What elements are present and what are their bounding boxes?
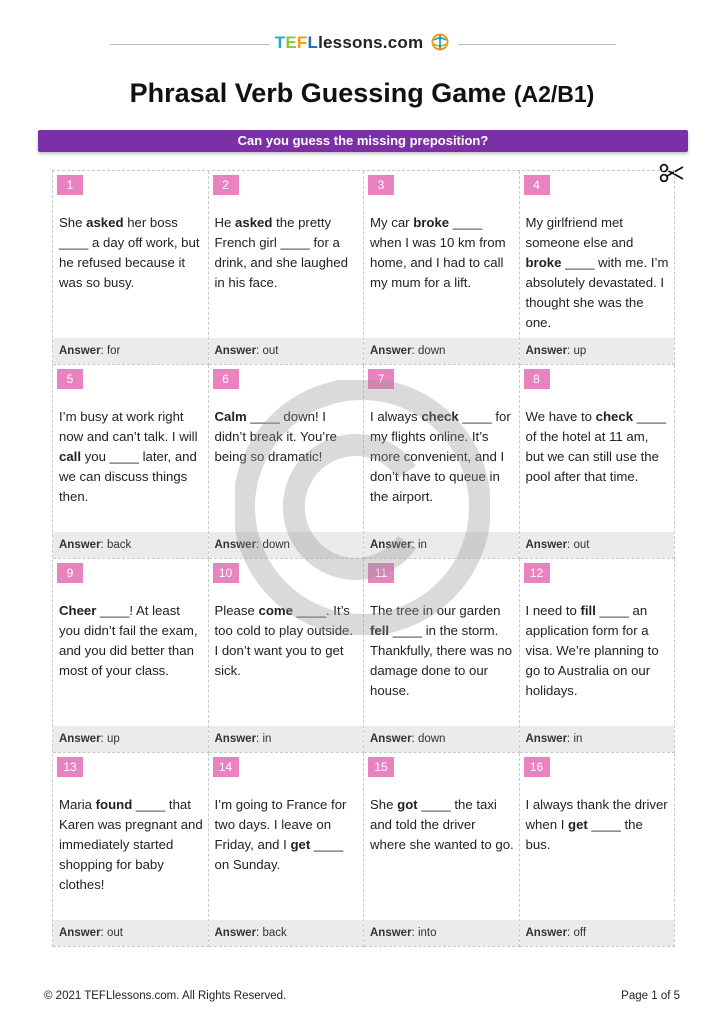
answer-bar: Answer: up [53, 726, 208, 752]
sentence-part: ____ for my flights online. It’s more convenient, and I don’t have to queue in the airport. [370, 409, 511, 504]
card-3 [364, 171, 520, 365]
phrasal-verb: get [568, 817, 588, 832]
card-number-badge: 5 [57, 369, 83, 389]
card-sentence [215, 601, 360, 681]
answer-label: Answer [370, 733, 412, 745]
sentence-part: ____. It’s too cold to play outside. I don’t want you to get sick. [214, 603, 354, 678]
answer-bar: Answer: up [520, 338, 675, 364]
card-7 [364, 365, 520, 559]
answer-bar: Answer: into [364, 920, 519, 946]
sentence-part: ____ an application form for a visa. We’re planning to go to Australia on our holidays. [525, 603, 659, 698]
answer-bar: Answer: back [53, 532, 208, 558]
sentence-part: Please [214, 603, 259, 618]
sentence-part: He [214, 215, 236, 230]
phrasal-verb: found [95, 797, 133, 812]
answer-bar: Answer: back [209, 920, 364, 946]
card-number-badge: 8 [524, 369, 550, 389]
logo-letter-l: L [307, 33, 319, 52]
sentence-part: My car [370, 215, 414, 230]
answer-bar: Answer: out [53, 920, 208, 946]
answer-bar: Answer: down [364, 338, 519, 364]
answer-bar: Answer: out [209, 338, 364, 364]
answer-label: Answer [59, 345, 101, 357]
sentence-part: She [370, 797, 398, 812]
answer-bar: Answer: in [364, 532, 519, 558]
card-number-badge: 16 [524, 757, 550, 777]
card-number-badge: 13 [57, 757, 83, 777]
answer-bar: Answer: off [520, 920, 675, 946]
card-number-badge: 2 [213, 175, 239, 195]
sentence-part: ____ the taxi and told the driver where she wanted to go. [370, 797, 514, 852]
sentence-part: ____ when I was 10 km from home, and I had to call my mum for a lift. [370, 215, 506, 290]
card-8 [520, 365, 676, 559]
card-number-badge: 6 [213, 369, 239, 389]
logo-text: lessons.com [318, 33, 424, 52]
phrasal-verb: come [258, 603, 293, 618]
card-sentence [59, 407, 204, 507]
sentence-part: ____ in the storm. Thankfully, there was no damage done to our house. [370, 623, 512, 698]
footer-copyright: © 2021 TEFLlessons.com. All Rights Reserved. [44, 990, 287, 1002]
phrasal-verb: fell [370, 623, 390, 638]
answer-value: up [106, 733, 120, 745]
card-11 [364, 559, 520, 753]
card-sentence [59, 601, 204, 681]
answer-value: out [262, 345, 279, 357]
card-13 [53, 753, 209, 947]
logo-letter-t: T [274, 33, 286, 52]
sentence-part: ____ that Karen was pregnant and immediately started shopping for baby clothes! [59, 797, 203, 892]
card-sentence [215, 407, 360, 467]
page-title [0, 78, 724, 109]
sentence-part: ____ the bus. [525, 817, 643, 852]
card-4 [520, 171, 676, 365]
card-number-badge: 11 [368, 563, 394, 583]
phrasal-verb: fill [580, 603, 596, 618]
answer-label: Answer [59, 733, 101, 745]
answer-label: Answer [59, 539, 101, 551]
card-sentence [526, 795, 671, 855]
card-number-badge: 14 [213, 757, 239, 777]
card-1 [53, 171, 209, 365]
card-number-badge: 1 [57, 175, 83, 195]
phrasal-verb: asked [235, 215, 273, 230]
globe-logo-icon [431, 33, 449, 56]
sentence-part: I always [370, 409, 422, 424]
card-9 [53, 559, 209, 753]
card-number-badge: 15 [368, 757, 394, 777]
card-number-badge: 9 [57, 563, 83, 583]
sentence-part: the pretty French girl ____ for a drink, and she laughed in his face. [214, 215, 348, 290]
sentence-part: My girlfriend met someone else and [525, 215, 634, 250]
answer-value: back [262, 927, 287, 939]
card-sentence [526, 407, 671, 487]
answer-label: Answer [370, 345, 412, 357]
phrasal-verb: got [397, 797, 418, 812]
site-logo [0, 33, 724, 56]
answer-value: out [106, 927, 123, 939]
card-5 [53, 365, 209, 559]
card-sentence [59, 213, 204, 293]
answer-bar: Answer: down [209, 532, 364, 558]
level-label: (A2/B1) [513, 81, 595, 107]
logo-letter-e: E [285, 33, 297, 52]
phrasal-verb: check [421, 409, 459, 424]
phrasal-verb: broke [525, 255, 562, 270]
sentence-part: ____ down! I didn’t break it. You’re being so dramatic! [214, 409, 337, 464]
card-2 [209, 171, 365, 365]
answer-label: Answer [525, 927, 568, 939]
card-sentence [370, 407, 515, 507]
card-number-badge: 7 [368, 369, 394, 389]
card-sentence [215, 213, 360, 293]
sentence-part: I’m busy at work right now and can’t talk. I will [59, 409, 198, 444]
phrasal-verb: broke [413, 215, 450, 230]
answer-label: Answer [370, 539, 412, 551]
answer-value: in [573, 733, 583, 745]
answer-value: up [573, 345, 587, 357]
answer-label: Answer [214, 733, 257, 745]
title-text: Phrasal Verb Guessing Game [129, 78, 507, 108]
sentence-part: ____ of the hotel at 11 am, but we can still use the pool after that time. [525, 409, 667, 484]
card-sentence [59, 795, 204, 895]
card-sentence [370, 213, 515, 293]
card-12 [520, 559, 676, 753]
card-sentence [370, 601, 515, 701]
answer-value: down [262, 539, 290, 551]
sentence-part: you ____ later, and we can discuss things then. [59, 449, 197, 504]
card-14 [209, 753, 365, 947]
card-sentence [370, 795, 515, 855]
sentence-part: We have to [525, 409, 596, 424]
phrasal-verb: get [290, 837, 311, 852]
answer-bar: Answer: in [209, 726, 364, 752]
card-16 [520, 753, 676, 947]
sentence-part: I’m going to France for two days. I leave on Friday, and I [214, 797, 347, 852]
sentence-part: I always thank the driver when I [525, 797, 668, 832]
card-15 [364, 753, 520, 947]
answer-value: out [573, 539, 590, 551]
answer-label: Answer [525, 345, 568, 357]
card-sentence [526, 601, 671, 701]
answer-value: into [417, 927, 437, 939]
sentence-part: She [59, 215, 87, 230]
answer-value: back [106, 539, 132, 551]
phrasal-verb: asked [86, 215, 124, 230]
answer-value: for [106, 345, 121, 357]
phrasal-verb: check [595, 409, 634, 424]
card-sentence [215, 795, 360, 875]
card-number-badge: 10 [213, 563, 239, 583]
answer-bar: Answer: down [364, 726, 519, 752]
sentence-part: Maria [59, 797, 96, 812]
card-number-badge: 12 [524, 563, 550, 583]
answer-label: Answer [214, 345, 257, 357]
card-grid [52, 170, 675, 947]
sentence-part: her boss ____ a day off work, but he refused because it was so busy. [59, 215, 200, 290]
card-sentence [526, 213, 671, 333]
sentence-part: ____ with me. I’m absolutely devastated. I thought she was the one. [525, 255, 669, 330]
answer-value: down [417, 733, 446, 745]
answer-value: in [262, 733, 272, 745]
answer-value: down [417, 345, 446, 357]
sentence-part: ____ on Sunday. [214, 837, 344, 872]
answer-label: Answer [525, 539, 568, 551]
answer-label: Answer [370, 927, 412, 939]
answer-label: Answer [214, 927, 257, 939]
card-6 [209, 365, 365, 559]
instruction-banner: Can you guess the missing preposition? [38, 130, 688, 152]
answer-value: in [417, 539, 427, 551]
sentence-part: The tree in our garden [370, 603, 501, 618]
phrasal-verb: Calm [214, 409, 247, 424]
answer-label: Answer [59, 927, 101, 939]
footer-page-number: Page 1 of 5 [621, 990, 680, 1002]
phrasal-verb: Cheer [59, 603, 97, 618]
card-number-badge: 3 [368, 175, 394, 195]
answer-bar: Answer: out [520, 532, 675, 558]
answer-bar: Answer: in [520, 726, 675, 752]
logo-letter-f: F [296, 33, 308, 52]
answer-bar: Answer: for [53, 338, 208, 364]
answer-label: Answer [525, 733, 568, 745]
sentence-part: ____! At least you didn’t fail the exam, and you did better than most of your class. [59, 603, 198, 678]
card-number-badge: 4 [524, 175, 550, 195]
card-10 [209, 559, 365, 753]
phrasal-verb: call [59, 449, 81, 464]
sentence-part: I need to [525, 603, 581, 618]
answer-label: Answer [214, 539, 257, 551]
answer-value: off [573, 927, 587, 939]
